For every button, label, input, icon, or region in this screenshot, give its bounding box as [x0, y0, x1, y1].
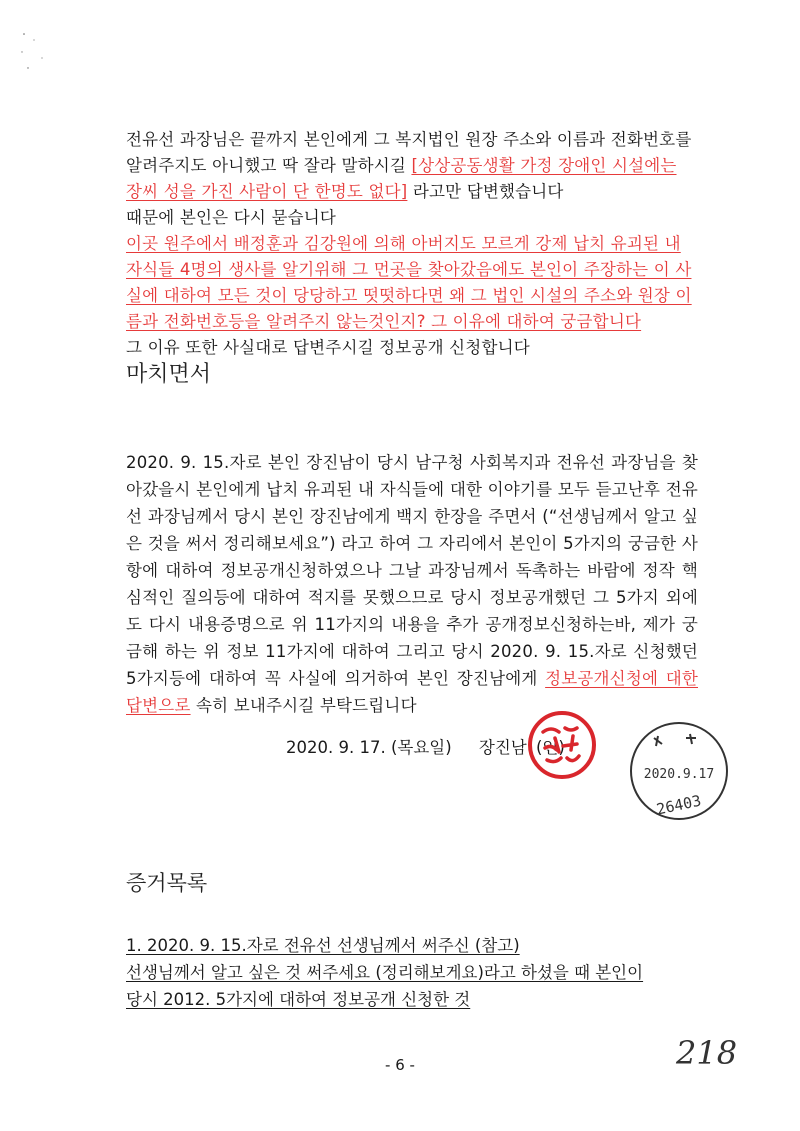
- evidence-item: 1. 2020. 9. 15.자로 전유선 선생님께서 써주신 (참고): [126, 936, 520, 955]
- evidence-item: 선생님께서 알고 싶은 것 써주세요 (정리해보게요)라고 하셨을 때 본인이: [126, 963, 644, 982]
- highlighted-phrase: 정보공개신청에 대한 답변으로: [126, 669, 698, 715]
- section-heading-evidence: 증거목록: [126, 871, 208, 895]
- signer-name: 장진남: [478, 738, 527, 757]
- para-line: 라고만 답변했습니다: [407, 182, 564, 201]
- page-number: - 6 -: [385, 1056, 415, 1074]
- seal-mark: (인): [535, 738, 565, 757]
- closing-tail: 속히 보내주시길 부탁드립니다: [190, 696, 417, 715]
- scan-specks: [20, 30, 60, 80]
- closing-paragraph: [126, 449, 698, 719]
- evidence-item: 당시 2012. 5가지에 대하여 정보공개 신청한 것: [126, 990, 471, 1009]
- stamp-date: 2020.9.17: [643, 767, 715, 782]
- closing-text: 2020. 9. 15.자로 본인 장진남이 당시 남구청 사회복지과 전유선 과장님을 찾아갔을시 본인에게 납치 유괴된 내 자식들에 대한 이야기를 모두 듣고난후 전유선 과장님께서 당시 본인 장진남에게 백지 한장을 주면서 (“선생님께서 알고 싶은 것을 써서 정리해보세요”) 라고 하여 그 자리에서 본인이 5가지의 궁금한 사항에 대하여 정보공개신청하였으나 그날 과장님께서 독촉하는 바람에 정작 핵심적인 질의등에 대하여 적지를 못했으므로 당시 정보공개했던 그 5가지 외에도 다시 내용증명으로 위 11가지의 내용을 추가 공개정보신청하는바, 제가 궁금해 하는 위 정보 11가지에 대하여 그리고 당시 2020. 9. 15.자로 신청했던 5가지등에 대하여 꼭 사실에 의거하여 본인 장진남에게: [126, 453, 698, 688]
- section-heading-closing: 마치면서: [126, 362, 212, 387]
- para-line: 그 이유 또한 사실대로 답변주시길 정보공개 신청합니다: [126, 338, 530, 357]
- para-line: 알려주지도 아니했고 딱 잘라 말하시길: [126, 156, 412, 175]
- signature-date: 2020. 9. 17. (목요일): [286, 738, 452, 757]
- receipt-stamp-icon: [624, 716, 734, 826]
- handwritten-note: 218: [676, 1034, 738, 1072]
- highlighted-question: 이곳 원주에서 배정훈과 김강원에 의해 아버지도 모르게 강제 납치 유괴된 내 자식들 4명의 생사를 알기위해 그 먼곳을 찾아갔음에도 본인이 주장하는 이 사실에 대하여 모든 것이 당당하고 떳떳하다면 왜 그 법인 시설의 주소와 원장 이름과 전화번호등을 알려주지 않는것인지? 그 이유에 대하여 궁금합니다: [126, 234, 692, 331]
- stamp-number: 26403: [654, 791, 703, 819]
- quoted-statement: 장씨 성을 가진 사람이 단 한명도 없다]: [126, 182, 408, 201]
- para-line: 전유선 과장님은 끝까지 본인에게 그 복지법인 원장 주소와 이름과 전화번호를: [126, 130, 692, 149]
- para-line: 때문에 본인은 다시 묻습니다: [126, 208, 337, 227]
- red-seal-icon: [525, 708, 599, 782]
- evidence-list: [126, 932, 706, 1013]
- quoted-statement: [상상공동생활 가정 장애인 시설에는: [411, 156, 677, 175]
- request-paragraph: [126, 127, 698, 361]
